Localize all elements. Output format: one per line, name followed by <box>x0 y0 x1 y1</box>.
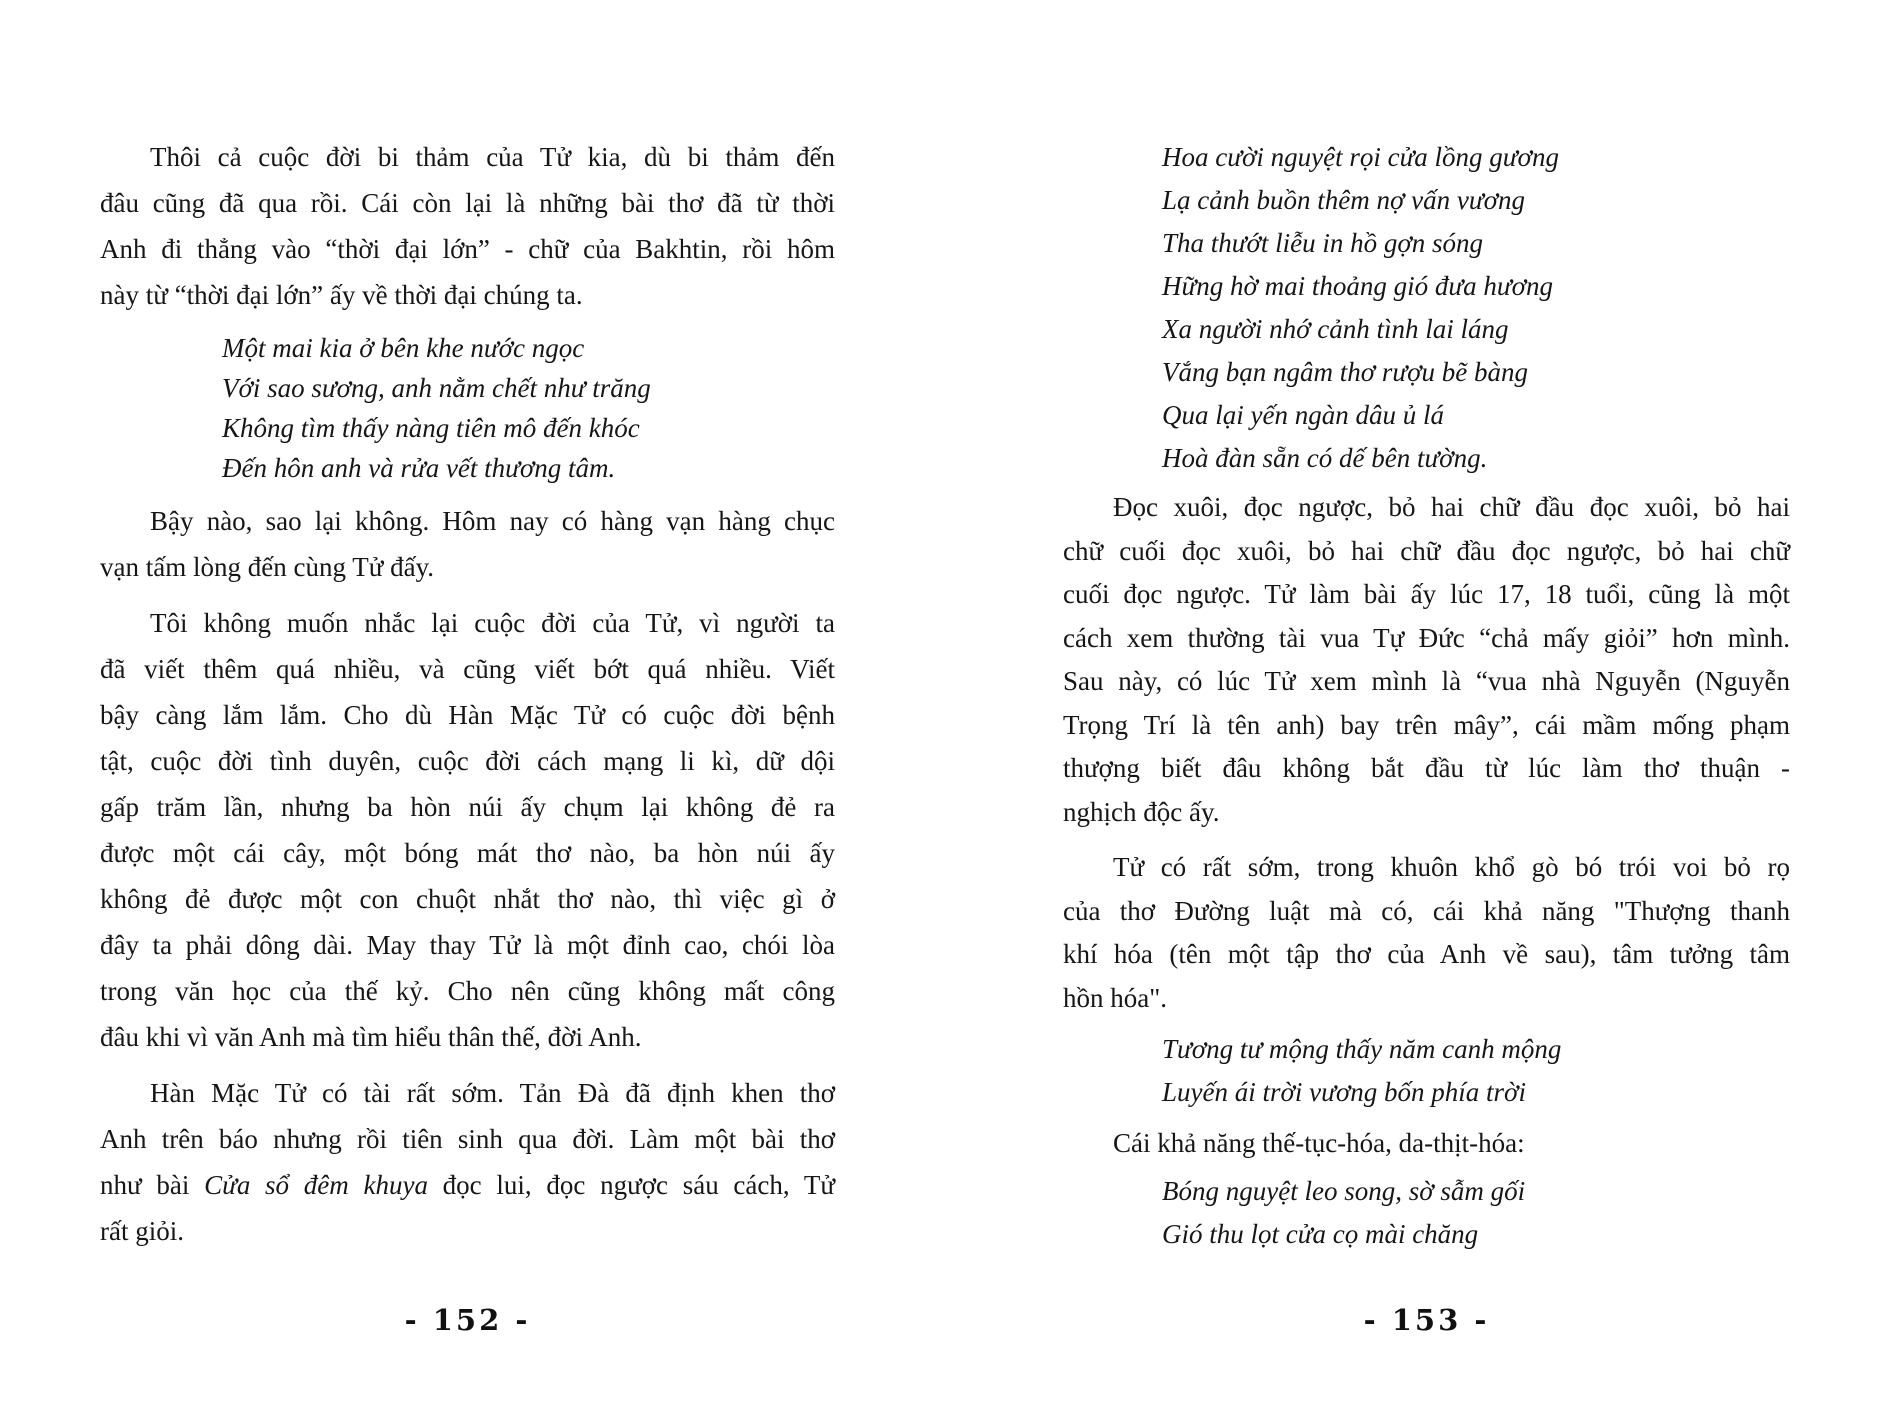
text-line: nghịch độc ấy. <box>1063 796 1220 827</box>
text-line: vạn tấm lòng đến cùng Tử đấy. <box>100 552 435 582</box>
paragraph <box>100 1070 835 1254</box>
verse-line: Tương tư mộng thấy năm canh mộng <box>1162 1034 1562 1064</box>
text-line: bậy càng lắm lắm. Cho dù Hàn Mặc Tử có cuộc đời bệnh <box>100 700 835 730</box>
text-line: được một cái cây, một bóng mát thơ nào, ba hòn núi ấy <box>100 838 835 868</box>
verse-line: Luyến ái trời vương bốn phía trời <box>1162 1077 1526 1107</box>
page-153 <box>1063 0 1790 1417</box>
text-line: Tôi không muốn nhắc lại cuộc đời của Tử, vì người ta <box>150 608 835 638</box>
book-title: Cửa sổ đêm khuya <box>204 1170 428 1200</box>
verse-line: Lạ cảnh buồn thêm nợ vấn vương <box>1162 185 1525 215</box>
text-line: Anh trên báo nhưng rồi tiên sinh qua đời. Làm một bài thơ <box>100 1124 835 1154</box>
text-line: Anh đi thẳng vào “thời đại lớn” - chữ của Bakhtin, rồi hôm <box>100 234 835 264</box>
text-line: đâu khi vì văn Anh mà tìm hiểu thân thế, đời Anh. <box>100 1022 642 1052</box>
text-line: đã viết thêm quá nhiều, và cũng viết bớt quá nhiều. Viết <box>100 654 835 684</box>
verse-line: Đến hôn anh và rửa vết thương tâm. <box>222 453 616 483</box>
text-line: rất giỏi. <box>100 1216 184 1246</box>
text-line: chữ cuối đọc xuôi, bỏ hai chữ đầu đọc ngược, bỏ hai chữ <box>1063 535 1790 566</box>
paragraph <box>100 134 835 318</box>
text-line: Tử có rất sớm, trong khuôn khổ gò bó trói voi bỏ rọ <box>1113 852 1790 882</box>
text-line: không đẻ được một con chuột nhắt thơ nào, thì việc gì ở <box>100 884 835 914</box>
verse-line: Hoa cười nguyệt rọi cửa lồng gương <box>1162 142 1559 172</box>
text-line: Bậy nào, sao lại không. Hôm nay có hàng vạn hàng chục <box>150 506 835 536</box>
page-152 <box>100 0 835 1417</box>
text-line: Thôi cả cuộc đời bi thảm của Tử kia, dù bi thảm đến <box>150 142 835 172</box>
text-line: Trọng Trí là tên anh) bay trên mây”, cái mầm mống phạm <box>1063 709 1790 740</box>
verse-line: Tha thướt liễu in hồ gợn sóng <box>1162 228 1484 258</box>
verse-line: Hoà đàn sẵn có dế bên tường. <box>1162 443 1488 473</box>
page-number: - 153 - <box>1363 1303 1490 1337</box>
page-number: - 152 - <box>404 1303 531 1337</box>
verse-line: Một mai kia ở bên khe nước ngọc <box>222 333 585 363</box>
verse-line: Gió thu lọt cửa cọ mài chăng <box>1162 1218 1479 1249</box>
text-line: này từ “thời đại lớn” ấy về thời đại chúng ta. <box>100 280 583 310</box>
verse-line: Không tìm thấy nàng tiên mô đến khóc <box>222 413 640 443</box>
text-segment: như bài <box>100 1170 205 1200</box>
text-line <box>100 1162 835 1208</box>
text-line: tật, cuộc đời tình duyên, cuộc đời cách mạng li kì, dữ dội <box>100 746 835 776</box>
text-line: thượng biết đâu không bắt đầu từ lúc làm thơ thuận - <box>1063 753 1790 783</box>
text-line: khí hóa (tên một tập thơ của Anh về sau), tâm tưởng tâm <box>1063 939 1790 969</box>
verse-line: Với sao sương, anh nằm chết như trăng <box>222 373 651 403</box>
text-line: Sau này, có lúc Tử xem mình là “vua nhà Nguyễn (Nguyễn <box>1063 666 1790 696</box>
verse-line: Xa người nhớ cảnh tình lai láng <box>1162 314 1509 344</box>
text-segment: đọc lui, đọc ngược sáu cách, Tử <box>427 1170 835 1200</box>
text-line: đây ta phải dông dài. May thay Tử là một đỉnh cao, chói lòa <box>100 930 835 960</box>
paragraph <box>100 600 835 1060</box>
paragraph <box>1063 1122 1790 1166</box>
verse-line: Vắng bạn ngâm thơ rượu bẽ bàng <box>1162 357 1529 387</box>
verse-line: Hững hờ mai thoảng gió đưa hương <box>1162 271 1553 301</box>
text-line: của thơ Đường luật mà có, cái khả năng "Thượng thanh <box>1063 895 1790 926</box>
verse-line: Bóng nguyệt leo song, sờ sẫm gối <box>1162 1175 1526 1206</box>
paragraph <box>1063 486 1790 834</box>
poem-quote <box>1063 1170 1790 1256</box>
poem-quote <box>1063 1028 1790 1114</box>
poem-quote <box>1063 136 1790 480</box>
text-line: Đọc xuôi, đọc ngược, bỏ hai chữ đầu đọc xuôi, bỏ hai <box>1113 492 1790 522</box>
text-line: Hàn Mặc Tử có tài rất sớm. Tản Đà đã định khen thơ <box>150 1078 835 1108</box>
text-line: cách xem thường tài vua Tự Đức “chả mấy giỏi” hơn mình. <box>1063 622 1790 653</box>
poem-quote <box>100 328 835 488</box>
paragraph <box>1063 846 1790 1020</box>
text-line: Cái khả năng thế-tục-hóa, da-thịt-hóa: <box>1113 1128 1525 1158</box>
verse-line: Qua lại yến ngàn dâu ủ lá <box>1162 400 1444 430</box>
text-line: gấp trăm lần, nhưng ba hòn núi ấy chụm lại không đẻ ra <box>100 792 835 822</box>
text-line: đâu cũng đã qua rồi. Cái còn lại là những bài thơ đã từ thời <box>100 188 835 218</box>
paragraph <box>100 498 835 590</box>
text-line: trong văn học của thế kỷ. Cho nên cũng không mất công <box>100 976 835 1006</box>
text-line: cuối đọc ngược. Tử làm bài ấy lúc 17, 18 tuổi, cũng là một <box>1063 579 1790 609</box>
text-line: hồn hóa". <box>1063 982 1168 1013</box>
